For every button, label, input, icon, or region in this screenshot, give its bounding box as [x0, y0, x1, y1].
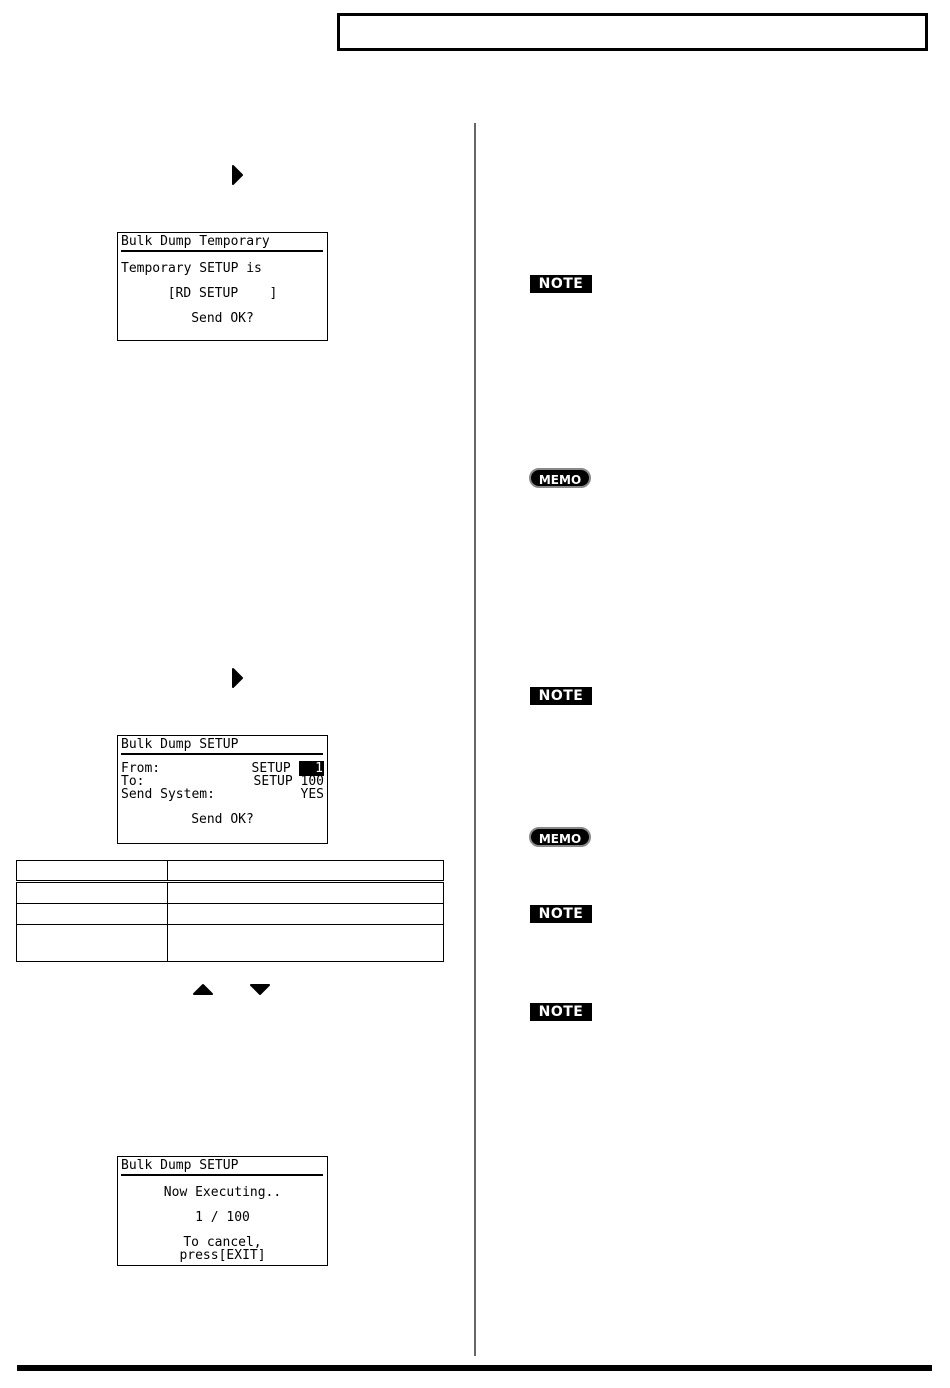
from-label: From: [121, 760, 161, 776]
lcd-title: Bulk Dump Temporary [121, 234, 270, 249]
lcd-title-rule [121, 250, 323, 252]
lcd-confirm: Send OK? [191, 811, 254, 827]
note-badge: NOTE [530, 275, 592, 293]
table-row [17, 925, 444, 962]
note-badge: NOTE [530, 687, 592, 705]
table-row [17, 904, 444, 925]
table-row [17, 882, 444, 904]
table-header-row [17, 861, 444, 882]
lcd-line: 1 / 100 [195, 1209, 250, 1225]
lcd-line: Send OK? [191, 310, 254, 326]
lcd-title-rule [121, 1174, 323, 1176]
lcd-line: [RD SETUP ] [167, 285, 278, 301]
right-arrow-icon [231, 165, 243, 185]
lcd-to-row [118, 775, 327, 788]
memo-badge: MEMO [529, 468, 591, 488]
lcd-title: Bulk Dump SETUP [121, 737, 239, 752]
lcd-title-rule [121, 753, 323, 755]
parameter-table [16, 860, 444, 962]
lcd-bulk-dump-temporary [117, 232, 328, 341]
lcd-system-row [118, 788, 327, 801]
lcd-line: press[EXIT] [179, 1247, 266, 1263]
down-arrow-icon [249, 983, 271, 996]
lcd-line: To cancel, [183, 1234, 262, 1250]
lcd-from-row [118, 762, 327, 775]
lcd-bulk-dump-setup [117, 735, 328, 844]
lcd-bulk-dump-executing [117, 1156, 328, 1266]
system-value: YES [300, 786, 324, 802]
from-field [252, 762, 324, 775]
from-prefix: SETUP [251, 760, 299, 776]
to-value: SETUP 100 [253, 773, 324, 789]
memo-badge: MEMO [529, 827, 591, 847]
right-arrow-icon [231, 668, 243, 688]
up-arrow-icon [192, 983, 214, 996]
system-label: Send System: [121, 786, 215, 802]
note-badge: NOTE [530, 1003, 592, 1021]
lcd-title: Bulk Dump SETUP [121, 1158, 239, 1173]
header-box [337, 13, 928, 51]
lcd-line: Now Executing.. [163, 1184, 282, 1200]
from-value: 1 [315, 760, 323, 776]
lcd-line: Temporary SETUP is [121, 260, 262, 276]
column-divider [474, 123, 476, 1356]
note-badge: NOTE [530, 905, 592, 923]
footer-rule [17, 1365, 932, 1371]
to-label: To: [121, 773, 145, 789]
